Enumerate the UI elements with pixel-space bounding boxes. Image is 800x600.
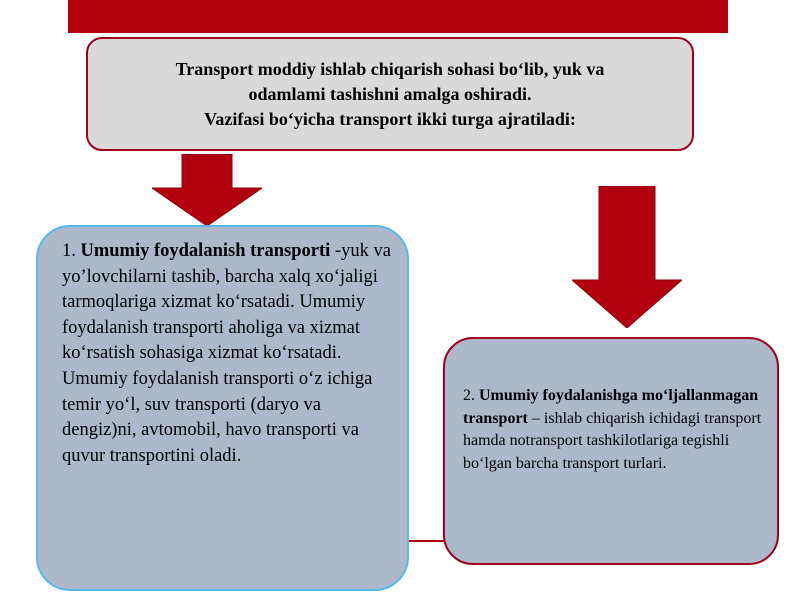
right-box-body: – ishlab chiqarish ichidagi transport hamda notransport tashkilotlariga tegishli bo‘lgan barcha transport turlari. (463, 409, 762, 472)
right-box-title: Umumiy foydalanishga mo‘ljallanmagan transport (463, 387, 759, 427)
down-arrow-left-icon (152, 154, 262, 226)
top-banner-bar (68, 0, 728, 33)
down-arrow-right-icon (572, 186, 682, 328)
header-box (86, 37, 694, 151)
left-box-title: Umumiy foydalanish transporti (80, 241, 331, 261)
left-box-number: 1. (62, 241, 81, 261)
header-line-3: Vazifasi bo‘yicha transport ikki turga ajratiladi: (204, 108, 576, 129)
connector-line (409, 540, 447, 542)
right-box-number: 2. (463, 387, 479, 404)
left-box-body: -yuk va yo’lovchilarni tashib, barcha xalq xo‘jaligi tarmoqlariga xizmat ko‘rsatadi. Umumiy foydalanish transporti aholiga va xizmat ko‘rsatish sohasiga xizmat ko‘rsatadi. Umumiy foydalanish transporti o‘z ichiga temir yo‘l, suv transporti (daryo va dengiz)ni, avtomobil, havo transporti va quvur transportini oladi. (62, 241, 391, 466)
general-use-transport-box (36, 225, 409, 591)
header-line-1: Transport moddiy ishlab chiqarish sohasi bo‘lib, yuk va (175, 58, 605, 79)
header-text (176, 57, 605, 132)
non-general-use-transport-box (443, 337, 779, 565)
header-line-2: odamlami tashishni amalga oshiradi. (248, 83, 532, 104)
